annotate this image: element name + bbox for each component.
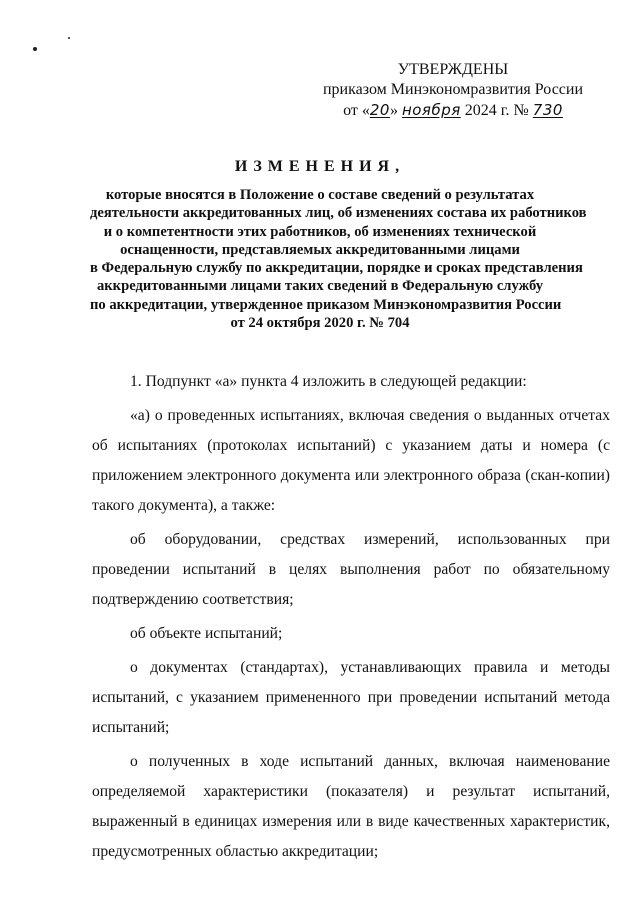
subtitle-line: и о компетентности этих работников, об изменениях технической xyxy=(103,223,537,240)
subtitle-line: деятельности аккредитованных лиц, об изменениях состава их работников xyxy=(90,205,587,222)
subtitle-line: от 24 октября 2020 г. № 704 xyxy=(230,315,410,332)
date-year: 2024 г. № xyxy=(460,102,533,119)
date-mid: » xyxy=(389,102,402,119)
handwritten-number: 730 xyxy=(532,101,563,119)
handwritten-day: 20 xyxy=(369,101,390,119)
scan-speck xyxy=(33,47,37,51)
approval-date xyxy=(318,100,588,121)
approval-heading: УТВЕРЖДЕНЫ xyxy=(397,61,509,78)
subtitle-line: в Федеральную службу по аккредитации, порядке и сроках представления xyxy=(90,260,583,277)
paragraph-test-object: об объекте испытаний; xyxy=(130,625,283,642)
scan-speck xyxy=(68,37,70,39)
subtitle-line: оснащенности, представляемых аккредитованными лицами xyxy=(120,241,520,258)
subtitle-line: которые вносятся в Положение о составе сведений о результатах xyxy=(105,187,535,203)
document-title: ИЗМЕНЕНИЯ, xyxy=(234,158,406,175)
approval-block xyxy=(318,60,588,121)
paragraph-standards: о документах (стандартах), устанавливающих правила и методы испытаний, с указанием примененного при проведении испытаний метода испытаний; xyxy=(92,659,610,736)
paragraph-equipment: об оборудовании, средствах измерений, использованных при проведении испытаний в целях выполнения работ по обязательному подтверждению соответствия; xyxy=(92,531,610,608)
handwritten-month: ноября xyxy=(401,101,461,119)
subtitle-line: по аккредитации, утвержденное приказом Минэкономразвития России xyxy=(90,296,562,313)
date-prefix: от « xyxy=(343,102,370,119)
document-body xyxy=(92,367,610,871)
paragraph-a: «а) о проведенных испытаниях, включая сведения о выданных отчетах об испытаниях (протоколах испытаний) с указанием даты и номера (с приложением электронного документа или электронного образа (скан-копии) такого документа), а также: xyxy=(92,407,610,514)
paragraph-results: о полученных в ходе испытаний данных, включая наименование определяемой характеристики (показателя) и результат испытаний, выраженный в единицах измерения или в виде качественных характеристик, предусмотренных областью аккредитации; xyxy=(92,753,610,860)
subtitle-line: аккредитованными лицами таких сведений в Федеральную службу xyxy=(96,278,544,295)
item-1: 1. Подпункт «а» пункта 4 изложить в следующей редакции: xyxy=(130,373,527,390)
approval-order: приказом Минэкономразвития России xyxy=(322,81,584,98)
document-subtitle xyxy=(90,186,587,332)
